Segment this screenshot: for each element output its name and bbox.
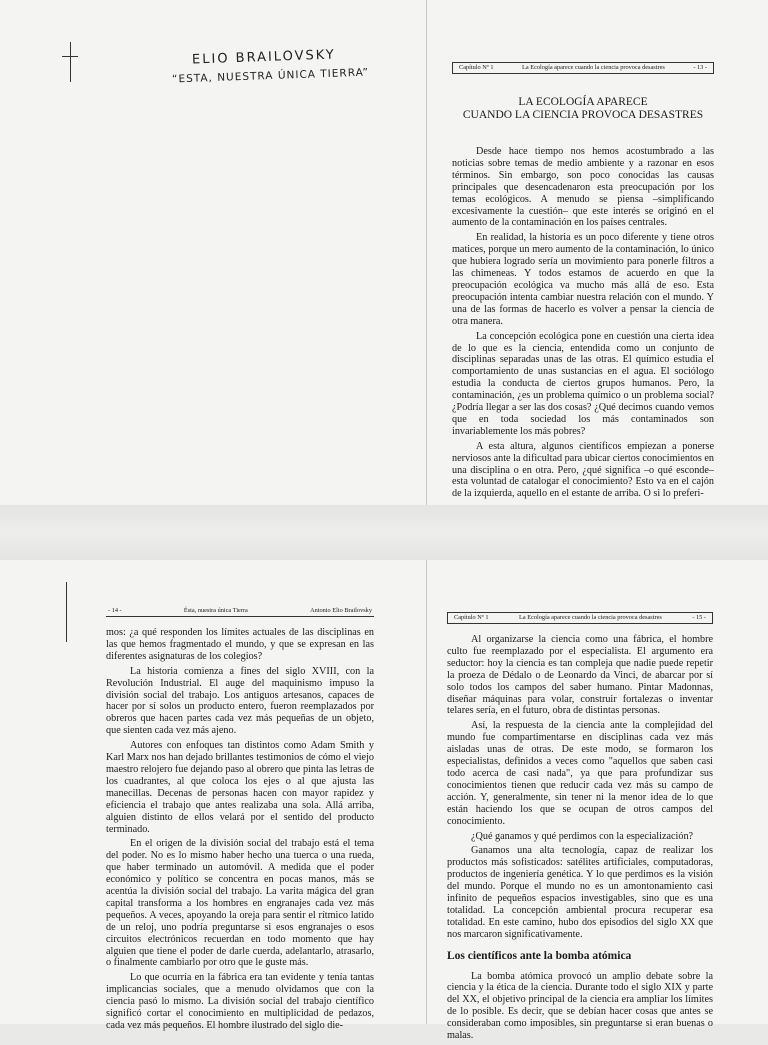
handwritten-title: “ESTA, NUESTRA ÚNICA TIERRA” [171, 66, 370, 86]
paragraph: Desde hace tiempo nos hemos acostumbrado a las noticias sobre temas de medio ambiente y a razonar en esos términos. Sin embargo, son poco conocidas las causas principales que desencadenaron esta preocupación por los temas ecológicos. A menudo se piensa –simplificando excesivamente la cuestión– que este interés se originó en el aumento de la contaminación en los países centrales. [452, 146, 714, 229]
paragraph: La concepción ecológica pone en cuestión una cierta idea de lo que es la ciencia, entendida como un conjunto de disciplinas separadas unas de las otras. El químico estudia el comportamiento de unas sustancias en el agua. El sociólogo estudia la conducta de ciertos grupos humanos. Pero, la contaminación, ¿es un problema químico o un problema social? ¿Podría llegar a ser las dos cosas? ¿Qué decimos cuando vemos que en toda sociedad los más contaminados son invariablemente los más pobres? [452, 330, 714, 437]
header-chapter: Capítulo Nº 1 [459, 64, 494, 71]
scan-fold [0, 505, 768, 560]
pen-mark [66, 582, 67, 642]
paragraph: Al organizarse la ciencia como una fábrica, el hombre culto fue reemplazado por el especialista. El argumento era seductor: hoy la ciencia es tan compleja que nadie puede repetir la proeza de Dédalo o de Leonardo da Vinci, de abarcar por sí solo todos los campos del saber humano. Pintar Madonnas, diseñar máquinas para volar, construir fortalezas o inventar telares sería, en el futuro, obra de distintas personas. [447, 634, 713, 717]
page-gutter [426, 0, 427, 505]
paragraph: Ganamos una alta tecnología, capaz de realizar los productos más sofisticados: satélites artificiales, computadoras, productos de ingeniería genética. Y lo que perdimos es la visión del mundo. Porque el mundo no es un amontonamiento casi infinito de pequeños espacios investigables, sino que es una totalidad. La concepción ambiental procura recuperar esa totalidad. En este camino, hubo dos episodios del siglo XX que nos marcaron significativamente. [447, 845, 713, 940]
header-title: La Ecología aparece cuando la ciencia provoca desastres [519, 614, 662, 621]
header-title: La Ecología aparece cuando la ciencia provoca desastres [522, 64, 665, 71]
pen-mark [62, 56, 78, 57]
page-gutter [426, 560, 427, 1024]
page-14 [106, 606, 374, 1035]
header-chapter: Capítulo Nº 1 [454, 614, 489, 621]
handwritten-author: ELIO BRAILOVSKY [191, 47, 336, 68]
chapter-title-line: LA ECOLOGÍA APARECE [518, 96, 648, 108]
running-header [452, 62, 714, 74]
header-page-number: - 13 - [693, 64, 707, 71]
paragraph: Lo que ocurría en la fábrica era tan evidente y tenía tantas implicancias sociales, que a menudo olvidamos que con la ciencia pasó lo mismo. La división social del trabajo científico significó cortar el conocimiento en multiplicidad de pedazos, cada vez más pequeños. El hombre ilustrado del siglo die- [106, 972, 374, 1031]
paragraph: Así, la respuesta de la ciencia ante la complejidad del mundo fue compartimentarse en disciplinas cada vez más aisladas unas de otras. De este modo, se formaron los especialistas, definidos a veces como "aquellos que saben casi todo acerca de casi nada", ya que para profundizar sus conocimientos tienen que reducir cada vez más su campo de acción. Y, generalmente, sin tener ni la menor idea de lo que están haciendo los que se ocupan de otros campos del conocimiento. [447, 720, 713, 827]
running-header [447, 612, 713, 624]
section-heading: Los científicos ante la bomba atómica [447, 949, 632, 962]
top-scan-sheet [0, 0, 768, 505]
running-header [106, 606, 374, 617]
header-title: Ésta, nuestra única Tierra [183, 607, 248, 614]
pen-mark [70, 42, 71, 82]
page-15 [447, 612, 713, 1045]
paragraph: La historia comienza a fines del siglo XVIII, con la Revolución Industrial. El auge del maquinismo impuso la división social del trabajo. Los antiguos artesanos, capaces de hacer por sí solos un producto entero, fueron reemplazados por obreros que hacen partes cada vez más pequeñas de un objeto, que sienten cada vez más ajeno. [106, 665, 374, 737]
header-page-number: - 14 - [108, 607, 122, 614]
chapter-title [452, 96, 714, 122]
paragraph: A esta altura, algunos científicos empiezan a ponerse nerviosos ante la dificultad para ubicar ciertos conocimientos en una disciplina o en otra. Pero, ¿qué significa –o qué esconde– esta voluntad de catalogar el conocimiento? Esto va en el cajón de la izquierda, aquello en el estante de arriba. O si lo preferi- [452, 440, 714, 500]
paragraph: Autores con enfoques tan distintos como Adam Smith y Karl Marx nos han dejado brillantes testimonios de cómo el viejo maestro relojero fue dejando paso al obrero que pinta las letras de los cuadrantes, al que coloca los ejes o al que ajusta las manecillas. Decenas de personas hacen con mayor rapidez y eficiencia el trabajo que antes realizaba una sola. Allá arriba, alguien distinto de ellos velará por el sentido del producto terminado. [106, 740, 374, 835]
paragraph: La bomba atómica provocó un amplio debate sobre la ciencia y la ética de la ciencia. Durante todo el siglo XIX y parte del XX, el objetivo principal de la ciencia era ampliar los límites de lo posible. Es decir, que se debían hacer cosas que antes se consideraban como imposibles, sin preguntarse si eran buenas o malas. [447, 970, 713, 1042]
chapter-title-line: CUANDO LA CIENCIA PROVOCA DESASTRES [462, 109, 704, 121]
page-13 [452, 62, 714, 503]
header-author: Antonio Elio Brailovsky [310, 607, 372, 614]
paragraph: En realidad, la historia es un poco diferente y tiene otros matices, porque un mero aumento de la contaminación, lo único que hubiera logrado sería un movimiento para ponerle filtros a las chimeneas. Y todos estamos de acuerdo en que la preocupación ecológica va mucho más allá de eso. Esta preocupación intenta cambiar nuestra relación con el mundo. Y una de las formas de hacerlo es volver a pensar la ciencia de otra manera. [452, 232, 714, 327]
paragraph: ¿Qué ganamos y qué perdimos con la especialización? [471, 830, 694, 842]
bottom-scan-sheet [0, 560, 768, 1042]
paragraph: mos: ¿a qué responden los límites actuales de las disciplinas en las que hemos fragmentado el mundo, y que se expresan en las diferentes asignaturas de los colegios? [106, 627, 374, 662]
header-page-number: - 15 - [692, 614, 706, 621]
paragraph: En el origen de la división social del trabajo está el tema del poder. No es lo mismo haber hecho una tuerca o una rueda, que haber terminado un automóvil. A medida que el poder económico y político se concentra en pocas manos, más se acentúa la división social del trabajo. La varita mágica del gran capital transforma a los hombres en engranajes cada vez más pequeños. A veces, apoyando la oreja para sentir el rítmico latido de un reloj, uno podría preguntarse si esos engranajes o esos circuitos electrónicos recuerdan en todo momento que hay alguien que tiene el poder de darle cuerda, adelantarlo, atrasarlo, o finalmente cambiarlo por otro que le guste más. [106, 838, 374, 969]
